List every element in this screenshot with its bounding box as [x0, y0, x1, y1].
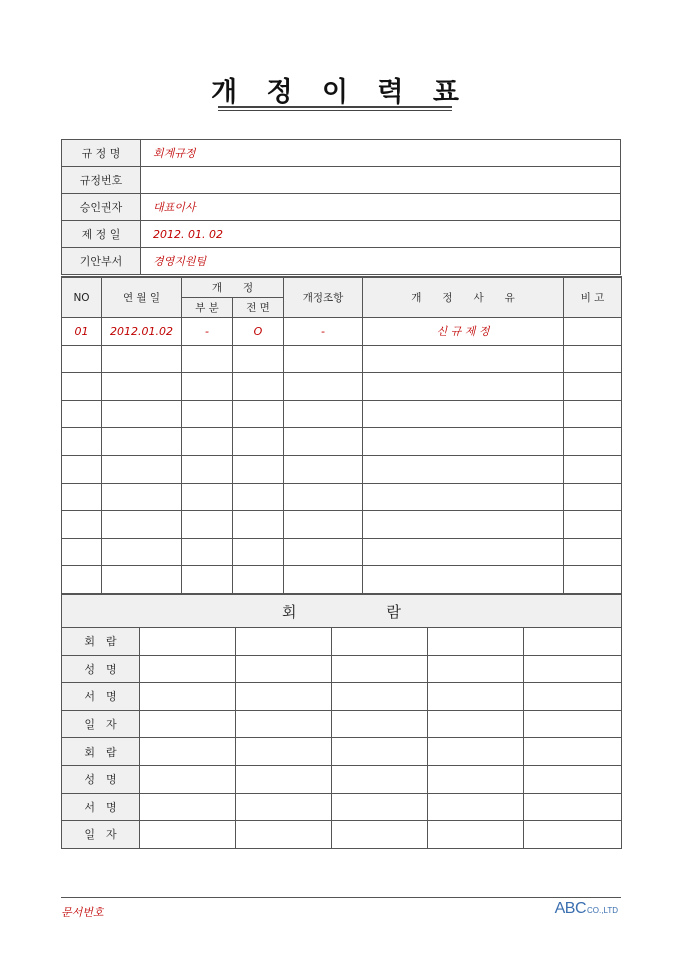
row-reason[interactable] — [363, 538, 564, 566]
info-label: 규정번호 — [62, 167, 141, 194]
review-cell[interactable] — [524, 793, 622, 821]
row-reason[interactable] — [363, 483, 564, 511]
review-row — [62, 683, 622, 711]
review-cell[interactable] — [332, 655, 428, 683]
review-cell[interactable] — [332, 738, 428, 766]
row-clause[interactable] — [284, 400, 363, 428]
review-cell[interactable] — [332, 683, 428, 711]
review-cell[interactable] — [428, 683, 524, 711]
review-row — [62, 793, 622, 821]
row-date[interactable] — [102, 373, 182, 401]
row-full[interactable] — [233, 428, 284, 456]
row-full[interactable] — [233, 455, 284, 483]
row-no[interactable] — [62, 400, 102, 428]
row-partial[interactable] — [182, 538, 233, 566]
row-date[interactable] — [102, 428, 182, 456]
review-row-label: 회 람 — [62, 738, 140, 766]
row-note[interactable] — [564, 373, 622, 401]
info-row — [62, 248, 621, 275]
row-full[interactable] — [233, 511, 284, 539]
row-full[interactable] — [233, 345, 284, 373]
review-cell[interactable] — [524, 821, 622, 849]
info-value[interactable]: 대표이사 — [141, 194, 621, 221]
regulation-info-table — [61, 139, 621, 275]
review-cell[interactable] — [332, 628, 428, 656]
logo-sub-text: CO.,LTD — [587, 906, 618, 915]
row-note[interactable] — [564, 318, 622, 346]
row-clause[interactable] — [284, 483, 363, 511]
review-cell[interactable] — [524, 710, 622, 738]
review-cell[interactable] — [428, 765, 524, 793]
info-label: 제 정 일 — [62, 221, 141, 248]
row-reason[interactable] — [363, 455, 564, 483]
row-no[interactable]: 01 — [62, 318, 102, 346]
table-row — [62, 428, 622, 456]
info-label: 기안부서 — [62, 248, 141, 275]
review-cell[interactable] — [332, 793, 428, 821]
info-value[interactable]: 2012. 01. 02 — [141, 221, 621, 248]
row-reason[interactable] — [363, 345, 564, 373]
document-number-label: 문서번호 — [61, 906, 104, 919]
row-date[interactable] — [102, 511, 182, 539]
col-header-full: 전 면 — [233, 298, 284, 318]
review-cell[interactable] — [236, 738, 332, 766]
review-cell[interactable] — [140, 628, 236, 656]
row-note[interactable] — [564, 455, 622, 483]
row-clause[interactable]: - — [284, 318, 363, 346]
info-label: 승인권자 — [62, 194, 141, 221]
row-full[interactable] — [233, 483, 284, 511]
row-date[interactable]: 2012.01.02 — [102, 318, 182, 346]
info-row — [62, 167, 621, 194]
review-cell[interactable] — [524, 683, 622, 711]
row-date[interactable] — [102, 400, 182, 428]
review-cell[interactable] — [524, 655, 622, 683]
row-date[interactable] — [102, 483, 182, 511]
review-row — [62, 821, 622, 849]
info-row — [62, 194, 621, 221]
revision-history-table — [61, 276, 622, 594]
review-cell[interactable] — [236, 683, 332, 711]
row-note[interactable] — [564, 400, 622, 428]
review-cell[interactable] — [140, 683, 236, 711]
table-row — [62, 400, 622, 428]
row-partial[interactable] — [182, 455, 233, 483]
col-header-note: 비 고 — [564, 277, 622, 318]
row-no[interactable] — [62, 566, 102, 594]
logo-main-text: ABC — [554, 900, 587, 917]
row-no[interactable] — [62, 373, 102, 401]
review-row-label: 회 람 — [62, 628, 140, 656]
row-clause[interactable] — [284, 538, 363, 566]
review-row-label: 성 명 — [62, 655, 140, 683]
row-partial[interactable]: - — [182, 318, 233, 346]
review-cell[interactable] — [236, 793, 332, 821]
review-cell[interactable] — [524, 628, 622, 656]
info-value[interactable]: 경영지원팀 — [141, 248, 621, 275]
row-full[interactable] — [233, 538, 284, 566]
company-logo — [555, 900, 618, 918]
row-partial[interactable] — [182, 566, 233, 594]
row-note[interactable] — [564, 566, 622, 594]
row-full[interactable] — [233, 373, 284, 401]
row-clause[interactable] — [284, 566, 363, 594]
col-header-date: 연 월 일 — [102, 277, 182, 318]
review-cell[interactable] — [236, 821, 332, 849]
review-cell[interactable] — [524, 738, 622, 766]
row-partial[interactable] — [182, 483, 233, 511]
review-cell[interactable] — [428, 628, 524, 656]
review-cell[interactable] — [428, 710, 524, 738]
table-row — [62, 455, 622, 483]
review-row — [62, 710, 622, 738]
review-row-label: 서 명 — [62, 683, 140, 711]
row-full[interactable] — [233, 566, 284, 594]
info-row — [62, 140, 621, 167]
row-note[interactable] — [564, 428, 622, 456]
review-row-label: 성 명 — [62, 765, 140, 793]
row-partial[interactable] — [182, 400, 233, 428]
row-date[interactable] — [102, 345, 182, 373]
review-cell[interactable] — [428, 793, 524, 821]
review-cell[interactable] — [140, 793, 236, 821]
info-row — [62, 221, 621, 248]
row-clause[interactable] — [284, 345, 363, 373]
col-header-partial: 부 분 — [182, 298, 233, 318]
row-clause[interactable] — [284, 373, 363, 401]
row-reason[interactable]: 신 규 제 정 — [363, 318, 564, 346]
row-partial[interactable] — [182, 345, 233, 373]
row-no[interactable] — [62, 345, 102, 373]
review-cell[interactable] — [236, 765, 332, 793]
review-cell[interactable] — [140, 710, 236, 738]
review-row — [62, 765, 622, 793]
row-reason[interactable] — [363, 511, 564, 539]
row-no[interactable] — [62, 428, 102, 456]
review-cell[interactable] — [236, 628, 332, 656]
footer-divider — [61, 897, 621, 898]
review-row — [62, 628, 622, 656]
row-no[interactable] — [62, 483, 102, 511]
review-row — [62, 655, 622, 683]
row-reason[interactable] — [363, 566, 564, 594]
row-date[interactable] — [102, 538, 182, 566]
row-note[interactable] — [564, 538, 622, 566]
review-row-label: 서 명 — [62, 793, 140, 821]
review-cell[interactable] — [332, 821, 428, 849]
col-header-revision: 개 정 — [182, 277, 284, 298]
title-underline — [218, 106, 452, 108]
row-note[interactable] — [564, 345, 622, 373]
table-row — [62, 345, 622, 373]
row-no[interactable] — [62, 455, 102, 483]
table-row — [62, 318, 622, 346]
table-row — [62, 566, 622, 594]
review-cell[interactable] — [236, 710, 332, 738]
review-cell[interactable] — [236, 655, 332, 683]
page-title: 개 정 이 력 표 — [210, 77, 469, 108]
review-cell[interactable] — [332, 710, 428, 738]
row-full[interactable] — [233, 400, 284, 428]
review-cell[interactable] — [332, 765, 428, 793]
row-partial[interactable] — [182, 511, 233, 539]
table-row — [62, 538, 622, 566]
row-date[interactable] — [102, 455, 182, 483]
review-cell[interactable] — [428, 821, 524, 849]
review-cell[interactable] — [140, 765, 236, 793]
review-cell[interactable] — [140, 738, 236, 766]
review-table — [61, 593, 622, 849]
table-row — [62, 483, 622, 511]
review-row-label: 일 자 — [62, 821, 140, 849]
row-date[interactable] — [102, 566, 182, 594]
row-partial[interactable] — [182, 428, 233, 456]
row-full[interactable]: O — [233, 318, 284, 346]
review-cell[interactable] — [140, 655, 236, 683]
review-cell[interactable] — [428, 655, 524, 683]
row-note[interactable] — [564, 511, 622, 539]
info-value[interactable]: 회계규정 — [141, 140, 621, 167]
row-no[interactable] — [62, 538, 102, 566]
col-header-no: NO — [62, 277, 102, 318]
table-row — [62, 373, 622, 401]
row-note[interactable] — [564, 483, 622, 511]
row-clause[interactable] — [284, 455, 363, 483]
title-underline-thin — [218, 110, 452, 111]
col-header-reason: 개 정 사 유 — [363, 277, 564, 318]
table-row — [62, 511, 622, 539]
review-cell[interactable] — [428, 738, 524, 766]
review-cell[interactable] — [524, 765, 622, 793]
col-header-clause: 개정조항 — [284, 277, 363, 318]
review-cell[interactable] — [140, 821, 236, 849]
row-reason[interactable] — [363, 373, 564, 401]
row-reason[interactable] — [363, 428, 564, 456]
info-value[interactable] — [141, 167, 621, 194]
row-reason[interactable] — [363, 400, 564, 428]
review-row-label: 일 자 — [62, 710, 140, 738]
row-no[interactable] — [62, 511, 102, 539]
review-banner: 회 람 — [62, 594, 622, 628]
info-label: 규 정 명 — [62, 140, 141, 167]
row-clause[interactable] — [284, 511, 363, 539]
row-partial[interactable] — [182, 373, 233, 401]
row-clause[interactable] — [284, 428, 363, 456]
review-row — [62, 738, 622, 766]
